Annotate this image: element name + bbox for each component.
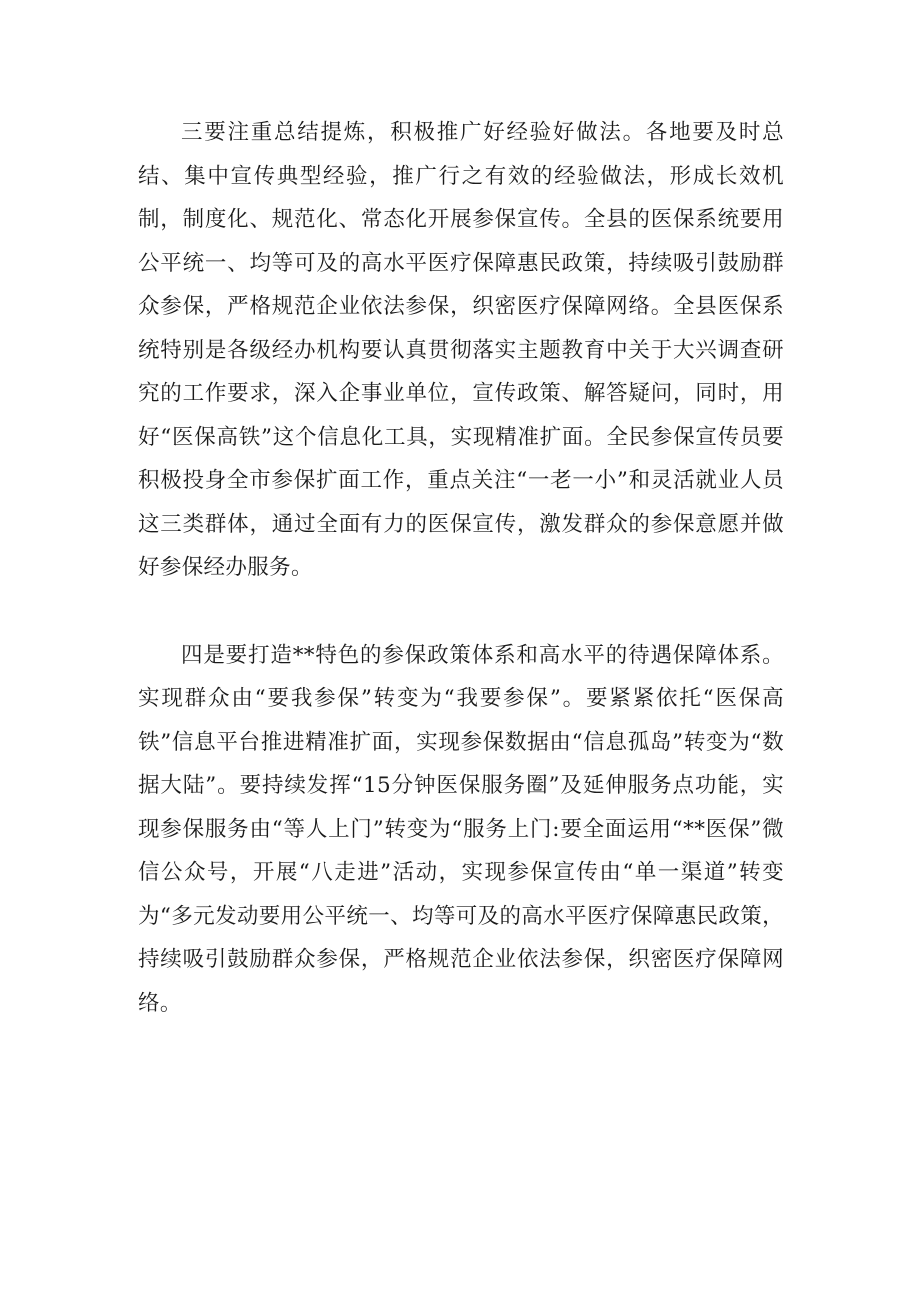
paragraph-2: 四是要打造**特色的参保政策体系和高水平的待遇保障体系。实现群众由“要我参保”转变为“我要参保”。要紧紧依托“医保高铁”信息平台推进精准扩面，实现参保数据由“信息孤岛”转变为“数据大陆”。要持续发挥“15分钟医保服务圈”及延伸服务点功能，实现参保服务由“等人上门”转变为“服务上门:要全面运用“**医保”微信公众号，开展“八走进”活动，实现参保宣传由“单一渠道”转变为“多元发动要用公平统一、均等可及的高水平医疗保障惠民政策，持续吸引鼓励群众参保，严格规范企业依法参保，织密医疗保障网络。 bbox=[138, 642, 784, 1016]
paragraph-1: 三要注重总结提炼，积极推广好经验好做法。各地要及时总结、集中宣传典型经验，推广行之有效的经验做法，形成长效机制，制度化、规范化、常态化开展参保宣传。全县的医保系统要用公平统一、均等可及的高水平医疗保障惠民政策，持续吸引鼓励群众参保，严格规范企业依法参保，织密医疗保障网络。全县医保系统特别是各级经办机构要认真贯彻落实主题教育中关于大兴调查研究的工作要求，深入企事业单位，宣传政策、解答疑问，同时，用好“医保高铁”这个信息化工具，实现精准扩面。全民参保宣传员要积极投身全市参保扩面工作，重点关注“一老一小”和灵活就业人员这三类群体，通过全面有力的医保宣传，激发群众的参保意愿并做好参保经办服务。 bbox=[138, 120, 784, 580]
document-body bbox=[138, 111, 784, 1025]
